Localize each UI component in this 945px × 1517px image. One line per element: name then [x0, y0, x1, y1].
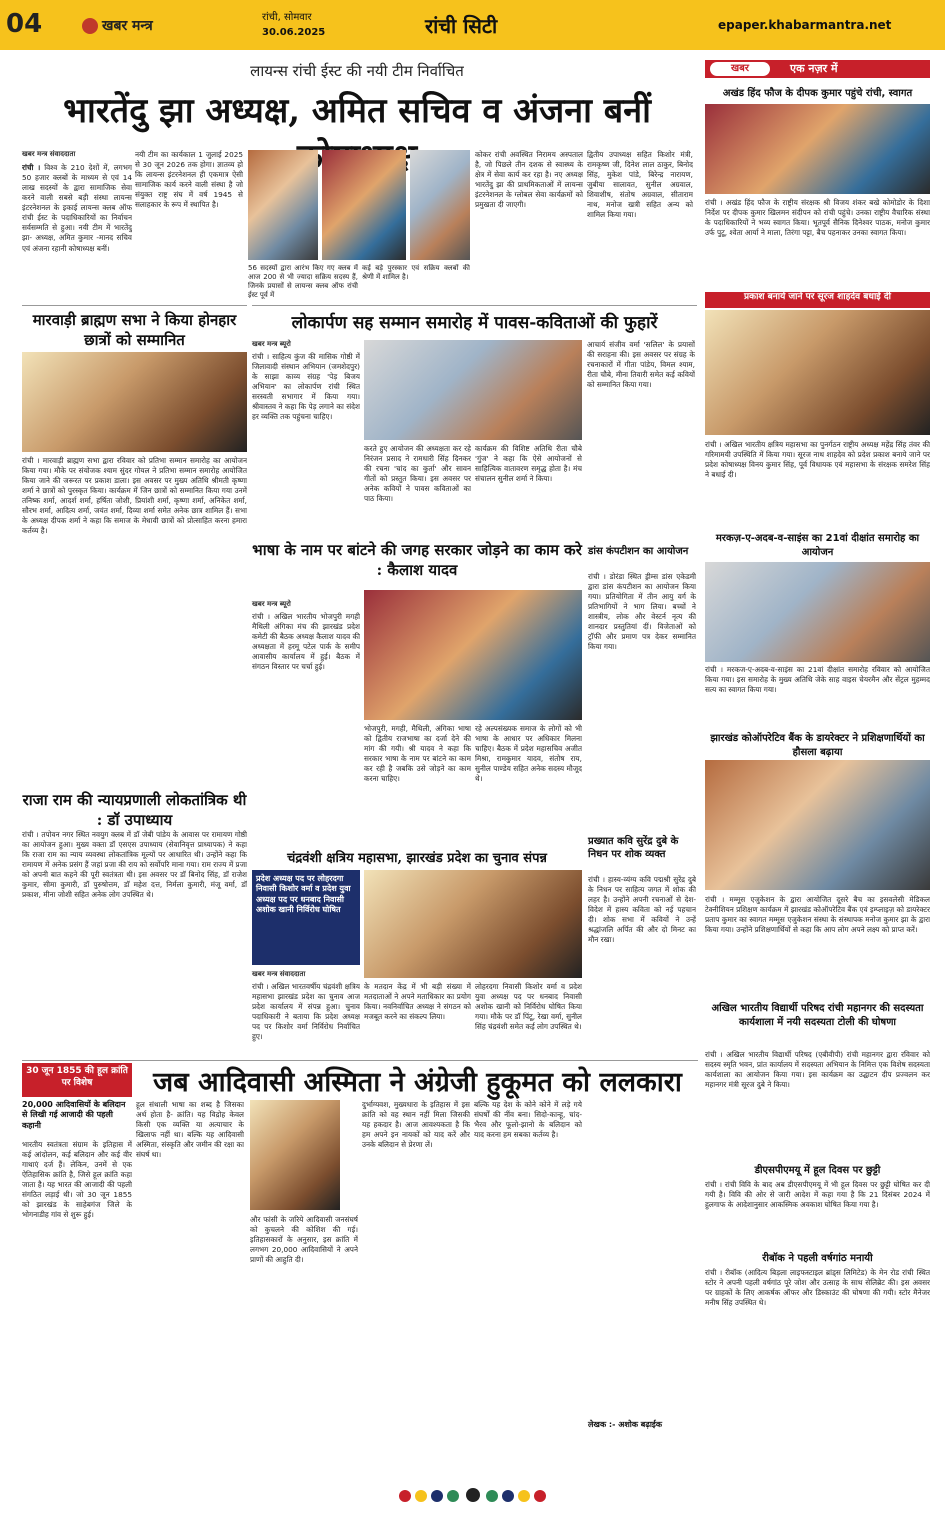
- brief-headline-5: अखिल भारतीय विद्यार्थी परिषद रांची महानगर की सदस्यता कार्यशाला में नयी सदस्यता टोली की घोषणा: [711, 1003, 924, 1028]
- brief-body-6: रांची । रांची विवि के बाद अब डीएसपीएमयू में भी हूल दिवस पर छुट्टी घोषित कर दी गयी है। विवि की ओर से जारी आदेश में कहा गया है कि 21 दिसंबर 2024 में हुलगाफ के आदेशानुसार आकस्मिक अवकाश घोषित किया गया है।: [705, 1180, 930, 1210]
- chandra-byline: खबर मन्त्र संवाददाता: [252, 970, 306, 978]
- lead-photo-2: [322, 150, 406, 260]
- divider: [22, 305, 247, 306]
- brief-photo-1: [705, 104, 930, 194]
- crosshair-icon: [466, 1488, 480, 1502]
- bhasha-body-3: रहे अल्पसंख्यक समाज के लोगों को भी भाषा के आधार पर अधिकार मिलना चाहिए। बैठक में प्रदेश महासचिव अजीत मिश्रा, रामकुमार यादव, संतोष राय, सुनील पाण्डेय सहित अनेक सदस्य मौजूद थे।: [475, 724, 582, 784]
- hul-headline: जब आदिवासी अस्मिता ने अंग्रेजी हुकूमत को ललकारा: [153, 1067, 682, 1098]
- lead-photo-1: [248, 150, 318, 260]
- lead-headline: भारतेंदु झा अध्यक्ष, अमित सचिव व अंजना बनीं: [63, 91, 651, 131]
- brief-photo-3: [705, 562, 930, 662]
- launch-photo: [364, 340, 582, 440]
- brief-headline-1: अखंड हिंद फौज के दीपक कुमार पहुंचे रांची, स्वागत: [722, 88, 913, 99]
- brand-logo-icon: [82, 18, 98, 34]
- lead-caption-1: 56 सदस्यों द्वारा आरंभ किए गए क्लब में आज 200 से भी ज्यादा सक्रिय सदस्य हैं, जिनके प्रयासों से लायन्स क्लब ऑफ रांची ईस्ट पूर्व में: [248, 264, 358, 300]
- lead-caption-2: कई बड़े पुरस्कार एवं सक्रिय क्लबों की श्रेणी में शामिल है।: [362, 264, 470, 282]
- chandra-box: प्रदेश अध्यक्ष पद पर लोहरदगा निवासी किशोर वर्मा व प्रदेश युवा अध्यक्ष पद पर धनबाद निवासी अशोक खानी निर्विरोध घोषित: [252, 870, 360, 965]
- launch-headline: लोकार्पण सह सम्मान समारोह में पावस-कविताओं की फुहारें: [291, 313, 658, 333]
- hul-body-1: भारतीय स्वतंत्रता संग्राम के इतिहास में कई आंदोलन, कई बलिदान और कई वीर गाथाएं दर्ज हैं। लेकिन, उनमें से एक ऐतिहासिक क्रांति है, जिसे हूल क्रांति कहा जाता है। यह भारत की आजादी की पहली संगठित लड़ाई थी। जो 30 जून 1855 को झारखंड के साहेबगंज जिले के भोगनाडीह गांव से शुरू हुई।: [22, 1140, 132, 1220]
- lead-body-3: कोकर रांची अवस्थित निरामय अस्पताल है, जो पिछले तीन दशक से स्वास्थ्य के क्षेत्र में सेवा कार्य कर रहा है। नए अध्यक्ष भारतेंदु झा की प्राथमिकताओं में लायन्स इंटरनेशनल के ग्लोबल सेवा कार्यक्रमों को प्रमुखता दी जाएगी।: [475, 150, 583, 210]
- launch-body-3: कार्यक्रम की विशिष्ट अतिथि रीता चौबे 'गुंज' ने कहा कि ऐसे आयोजनों से साहित्यिक वातावरण समृद्ध होता है। मंच संचालन सुनील शर्मा ने किया।: [475, 444, 582, 484]
- dance-headline: डांस कंपटीशन का आयोजन: [588, 546, 689, 557]
- lead-photo-3: [410, 150, 470, 260]
- chandra-body-3: लोहरदगा निवासी किशोर वर्मा व प्रदेश युवा अध्यक्ष पद पर धनबाद निवासी अशोक खानी को निर्विरोध घोषित किया गया। मौके पर डॉ पिंटू, रेखा वर्मा, सुनील सिंह चंद्रवंशी समेत कई लोग उपस्थित थे।: [475, 982, 582, 1032]
- marwari-headline: मारवाड़ी ब्राह्मण सभा ने किया होनहार छात्रों को सम्मानित: [32, 311, 237, 349]
- section-title: रांची सिटी: [425, 14, 498, 38]
- brief-body-1: रांची । अखंड हिंद फौज के राष्ट्रीय संरक्षक श्री विजय शंकर बखे कोमोडोर के दिशा निर्देश पर दीपक कुमार खिलमन संदीपन को रांची पहुंचे। उनका राष्ट्रीय वैचारिक संस्था के पदाधिकारियों ने भव्य स्वागत किया। भूतपूर्व सैनिक दिनेश्वर पाठक, मनोज कुमार उर्फ पुटू, श्वेता आर्या ने माला, तिरंगा पट्टा, बैच पहनाकर उनका स्वागत किया।: [705, 198, 930, 238]
- chandra-headline: चंद्रवंशी क्षत्रिय महासभा, झारखंड प्रदेश का चुनाव संपन्न: [287, 851, 547, 866]
- brief-photo-2: [705, 310, 930, 435]
- hul-author-photo: [250, 1100, 340, 1210]
- hul-tag: 30 जून 1855 की हूल क्रांति पर विशेष: [22, 1063, 132, 1097]
- brief-body-4: रांची । मम्मूस एजुकेशन के द्वारा आयोजित दूसरे बैच का इसवलेसी मेडिकल टेक्नीशियन प्रशिक्षण कार्यक्रम में झारखंड कोऑपरेटिव बैंक एवं इम्प्लाइज़ को डायरेक्टर प्रताप कुमार का स्वागत मम्मूस एजुकेशन संस्था के संस्थापक मनोज कुमार झा के द्वारा किया गया। उन्होंने प्रशिक्षणार्थियों से कहा कि आप लोग अपने लक्ष्य को प्राप्त करें।: [705, 895, 930, 935]
- hul-body-5: बल्कि यह देश के कोने कोने में लड़े गये संघर्षों की नींव बना। सिदो-कान्हू, चांद-भैरव और फूलो-झानो के बलिदान को याद करना हम सबका कर्तव्य है।: [474, 1100, 582, 1140]
- divider: [22, 1060, 698, 1061]
- brief-label: खबर: [710, 62, 770, 76]
- marwari-body: रांची । मारवाड़ी ब्राह्मण सभा द्वारा रविवार को प्रतिभा सम्मान समारोह का आयोजन किया गया। मौके पर संयोजक श्याम सुंदर गोयल ने प्रतिभा सम्मान समारोह आयोजित किया जाने की जरूरत पर प्रकाश डाला। इस अवसर पर मुख्य अतिथि श्रीमती कृष्णा शर्मा ने छात्रों को पुरस्कृत किया। कार्यक्रम में जिन छात्रों को सम्मानित किया गया उनमें तनिष्क शर्मा, आदर्श शर्मा, हर्षिता जोशी, प्रियांशी शर्मा, कृष्णा शर्मा, अनिकेत शर्मा, सौरभ शर्मा, आदित्य शर्मा, जयंत शर्मा, दिव्या शर्मा समेत अनेक छात्र शामिल हैं। सभा के अध्यक्ष दीपक शर्मा ने कहा कि समाज के मेधावी छात्रों को प्रोत्साहित करना हमारा कर्तव्य है।: [22, 456, 247, 536]
- chandra-body-1: रांची । अखिल भारतवर्षीय चंद्रवंशी क्षत्रिय महासभा झारखंड प्रदेश का चुनाव आज प्रदेश कार्यालय में संपन्न हुआ। चुनाव पदाधिकारी ने बताया कि प्रदेश अध्यक्ष पद पर किशोर वर्मा निर्विरोध निर्वाचित हुए।: [252, 982, 360, 1042]
- hul-author: लेखक :- अशोक बढ़ाईक: [588, 1420, 662, 1429]
- lead-body-4: द्वितीय उपाध्यक्ष सहित किशोर मंत्री, रामकृष्ण जी, दिनेश लाल ठाकुर, बिनोद सिंह, मुकेश पांडे, बिरेन्द्र नारायण, जुबीया सालावत, सुनील अग्रवाल, शिवाशीष, संतोष अग्रवाल, सीताराम नाथ, मनोज खत्री सहित अन्य को शामिल किया गया।: [587, 150, 693, 220]
- shok-headline: प्रख्यात कवि सुरेंद्र दुबे के निधन पर शोक व्यक्त: [588, 836, 679, 860]
- brand-logo: [82, 16, 153, 35]
- chandra-photo: [364, 870, 582, 978]
- launch-body-2: करते हुए आयोजन की अध्यक्षता कर रहे निरंजन प्रसाद ने रामधारी सिंह दिनकर की रचना 'चांद का कुर्ता' और सावन गीतों को प्रस्तुत किया। इस अवसर पर अनेक कवियों ने पावस कविताओं का पाठ किया।: [364, 444, 471, 504]
- hul-body-3: और फांसी के जरिये आदिवासी जनसंघर्ष को कुचलने की कोशिश की गई। इतिहासकारों के अनुसार, इस क्रांति में लगभग 20,000 आदिवासियों ने अपने प्राणों की आहुति दी।: [250, 1215, 358, 1265]
- brief-headline-2: प्रकाश बनाये जाने पर सूरज शाहदेव बधाई दी: [705, 292, 930, 308]
- marwari-photo: [22, 352, 247, 452]
- launch-body-1: रांची । साहित्य कुंज की मासिक गोष्ठी में जिलावादी संस्थान अभियान (जमशेदपुर) के साझा काव्य संग्रह 'पेड़ बिजय अभियान' का लोकार्पण रांची स्थित सरस्वती सभागार में किया गया। श्रीवास्तव ने कहा कि पेड़ लगाने का संदेश हर व्यक्ति तक पहुंचना चाहिए।: [252, 352, 360, 422]
- lead-body-2: नयी टीम का कार्यकाल 1 जुलाई 2025 से 30 जून 2026 तक होगा। ज्ञातव्य हो कि लायन्स इंटरनेशनल ही एकमात्र ऐसी सामाजिक कार्य करने वाली संस्था है जो संयुक्त राष्ट्र संघ में वर्ष 1945 से सलाहकार के रूप में स्थापित है।: [135, 150, 243, 210]
- brand-name: खबर मन्त्र: [102, 18, 153, 34]
- epaper-link[interactable]: epaper.khabarmantra.net: [718, 18, 892, 32]
- brief-headline-3: मरकज़-ए-अदब-व-साइंस का 21वां दीक्षांत समारोह का आयोजन: [715, 533, 920, 558]
- hul-body-4: दुर्भाग्यवश, मुख्यधारा के इतिहास में इस क्रांति को वह स्थान नहीं मिला जिसकी यह हकदार है। आज आवश्यकता है कि हम अपने इन नायकों को याद करें और उनके बलिदान से प्रेरणा लें।: [362, 1100, 470, 1150]
- page-footer: [0, 1488, 945, 1510]
- brief-body-7: रांची । रीबॉक (आदित्य बिड़ला लाइफस्टाइल ब्रांड्स लिमिटेड) के मेन रोड रांची स्थित स्टोर ने अपनी पहली वर्षगांठ पूरे जोश और उत्साह के साथ सेलिब्रेट की। इस अवसर पर ग्राहकों के लिए आकर्षक ऑफर और डिस्काउंट की घोषणा की गयी। स्टोर मैनेजर मनीष सिंह उपस्थित थे।: [705, 1268, 930, 1308]
- hul-box: 20,000 आदिवासियों के बलिदान से लिखी गई आजादी की पहली कहानी: [22, 1100, 126, 1130]
- hul-body-2: हूल संथाली भाषा का शब्द है जिसका अर्थ होता है- क्रांति। यह विद्रोह केवल किसी एक व्यक्ति या अत्याचार के खिलाफ नहीं था। बल्कि यह आदिवासी अस्मिता, संस्कृति और जमीन की रक्षा का संघर्ष था।: [136, 1100, 244, 1160]
- brief-headline-4: झारखंड कोऑपरेटिव बैंक के डायरेक्टर ने प्रशिक्षणार्थियों का हौसला बढ़ाया: [710, 733, 925, 758]
- launch-body-4: आचार्य संजीव वर्मा 'सलिल' के प्रयासों की सराहना की। इस अवसर पर संग्रह के रचनाकारों में गीता पांडेय, विमल श्याम, रीता चौबे, मीना तिवारी समेत कई कवियों को सम्मानित किया गया।: [587, 340, 695, 390]
- divider: [252, 305, 697, 306]
- bhasha-byline: खबर मन्त्र ब्यूरो: [252, 600, 291, 608]
- brief-headline-6: डीएसपीएमयू में हूल दिवस पर छुट्टी: [754, 1165, 881, 1176]
- header-date: 30.06.2025: [262, 27, 326, 38]
- bhasha-headline: भाषा के नाम पर बांटने की जगह सरकार जोड़ने का काम करे : कैलाश यादव: [252, 541, 582, 579]
- bhasha-photo: [364, 590, 582, 720]
- brief-body-5: रांची । अखिल भारतीय विद्यार्थी परिषद (एबीवीपी) रांची महानगर द्वारा रविवार को सदस्य स्मृति भवन, प्रांत कार्यालय में सदस्यता अभियान के निमित्त एक विशेष सदस्यता कार्यशाला का आयोजन किया गया। इस कार्यक्रम का उद्घाटन दीप प्रज्वलन कर महानगर मंत्री सूरज दुबे ने किया।: [705, 1050, 930, 1090]
- bhasha-body-1: रांची । अखिल भारतीय भोजपुरी मगही मैथिली अंगिका मंच की झारखंड प्रदेश कमेटी की बैठक अध्यक्ष कैलाश यादव की अध्यक्षता में हरमू पटेल पार्क के समीप आवासीय कार्यालय में हुई। बैठक में संगठन विस्तार पर चर्चा हुई।: [252, 612, 360, 672]
- lead-body-1: रांची । विश्व के 210 देशों में, लगभग 50 हजार क्लबों के माध्यम से एवं 14 लाख सदस्यों के द्वारा सामाजिक सेवा करने वाली सबसे बड़ी संस्था लायन्स इंटरनेशनल के इकाई लायन्स क्लब ऑफ रांची ईस्ट के पदाधिकारियों का निर्वाचन सर्वसम्मति से हुआ। नयी टीम में भारतेंदु झा- अध्यक्ष, अमित कुमार -मानद सचिव एवं अंजना रहानी कोषाध्यक्ष बनीं।: [22, 163, 132, 253]
- brief-body-2: रांची । अखिल भारतीय क्षत्रिय महासभा का पुनर्गठन राष्ट्रीय अध्यक्ष महेंद्र सिंह तंवर की गरिमामयी उपस्थिति में किया गया। सूरज नाथ शाहदेव को प्रदेश प्रकाश बनाये जाने पर प्रदेश कोषाध्यक्ष विनय कुमार सिंह, पूर्व विधायक एवं महासभा के संरक्षक समरेश सिंह ने बधाई दी।: [705, 440, 930, 480]
- header-city: रांची, सोमवार: [262, 12, 312, 23]
- bhasha-body-2: भोजपुरी, मगही, मैथिली, अंगिका भाषा को द्वितीय राजभाषा का दर्जा देने की मांग की गयी। श्री यादव ने कहा कि सरकार भाषा के नाम पर बांटने का काम कर रही है जबकि उसे जोड़ने का काम करना चाहिए।: [364, 724, 471, 784]
- dance-body: रांची । डोरंडा स्थित ड्रीम्स डांस एकेडमी द्वारा डांस कंपटीशन का आयोजन किया गया। प्रतियोगिता में तीन आयु वर्ग के प्रतिभागियों ने भाग लिया। बच्चों ने शास्त्रीय, लोक और वेस्टर्न नृत्य की शानदार प्रस्तुतियां दीं। विजेताओं को ट्रॉफी और प्रमाण पत्र देकर सम्मानित किया गया।: [588, 572, 696, 652]
- rajaram-headline: राजा राम की न्यायप्रणाली लोकतांत्रिक थी : डॉ उपाध्याय: [22, 791, 247, 829]
- shok-body: रांची । हास्य-व्यंग्य कवि पद्मश्री सुरेंद्र दुबे के निधन पर साहित्य जगत में शोक की लहर है। उन्होंने अपनी रचनाओं से देश-विदेश में हास्य कविता को नई पहचान दी। शोक सभा में कवियों ने उन्हें श्रद्धांजलि अर्पित की और दो मिनट का मौन रखा।: [588, 875, 696, 945]
- brief-headline-7: रीबॉक ने पहली वर्षगांठ मनायी: [762, 1253, 873, 1264]
- lead-kicker: लायन्स रांची ईस्ट की नयी टीम निर्वाचित: [250, 62, 464, 80]
- brief-photo-4: [705, 760, 930, 890]
- brief-body-3: रांची । मरकज-ए-अदब-व-साइंस का 21वां दीक्षांत समारोह रविवार को आयोजित किया गया। इस समारोह के मुख्य अतिथि जेके साह वाइस चेयरमैन और सेंट्रल मुहम्मद सत्य का स्वागत किया गया।: [705, 665, 930, 695]
- page-number: 04: [6, 9, 43, 39]
- lead-byline: खबर मन्त्र संवाददाता: [22, 150, 76, 158]
- brief-title: एक नज़र में: [790, 62, 838, 75]
- rajaram-body: रांची । तपोवन नगर स्थित नवयुग क्लब में डॉ जेबी पांडेय के आवास पर रामायण गोष्ठी का आयोजन हुआ। मुख्य वक्ता डॉ एसएस उपाध्याय (सेवानिवृत्त प्राध्यापक) ने कहा कि राजा राम का न्याय व्यवस्था लोकतांत्रिक मूल्यों पर आधारित थी। उन्होंने कहा कि रामायण में अनेक प्रसंग हैं जहां प्रजा की राय को सर्वोपरि माना गया। राम राज्य में प्रजा को अपनी बात कहने की पूरी स्वतंत्रता थी। इस अवसर पर डॉ बिनोद सिंह, डॉ राजेश कुमार, सीमा कुमारी, डॉ पुरुषोत्तम, डॉ महेश दत्त, निर्मला कुमारी, मंजू वर्मा, डॉ प्रकाश, मीना जोशी सहित अनेक लोग उपस्थित थे।: [22, 830, 247, 900]
- launch-byline: खबर मन्त्र ब्यूरो: [252, 340, 291, 348]
- chandra-body-2: के मतदान केंद्र में भी बड़ी संख्या में मतदाताओं ने अपने मताधिकार का प्रयोग किया। नवनिर्वाचित अध्यक्ष ने संगठन को मजबूत करने का संकल्प लिया।: [364, 982, 471, 1022]
